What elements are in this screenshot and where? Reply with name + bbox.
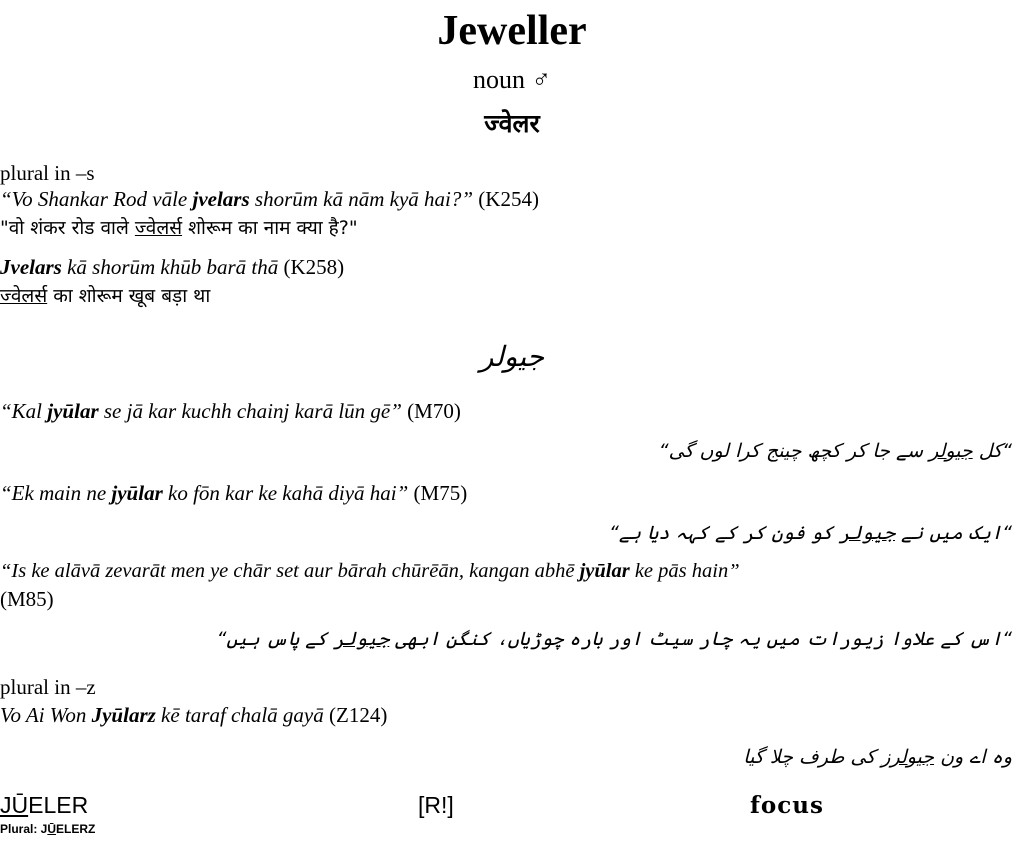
example-2-ref: (K258) [278, 255, 345, 279]
ex5-urdu-pre: “اس کے علاوا زیورات میں یہ چار سیٹ اور بارہ چوڑیاں، کنگن ابھی [389, 628, 1012, 650]
ex6-urdu-u: جیولرز [881, 746, 935, 768]
example-4-bold: jyūlar [111, 481, 163, 505]
ex1-deva-pre: "वो शंकर रोड वाले [0, 217, 135, 239]
example-1 [0, 188, 539, 211]
example-5 [0, 560, 740, 583]
ex4-urdu-post: کو فون کر کے کہہ دیا ہے“ [609, 522, 840, 544]
example-2 [0, 256, 344, 279]
example-3-urdu [659, 440, 1012, 462]
example-1-bold: jvelars [192, 187, 250, 211]
example-5-post: ke pās hain” [629, 560, 740, 582]
example-3 [0, 400, 461, 423]
example-6-bold: Jyūlarz [91, 703, 156, 727]
example-4 [0, 482, 467, 505]
plural-pron-pre: Plural: J [0, 822, 48, 836]
example-5-bold: jyūlar [579, 560, 630, 582]
example-6-urdu [743, 746, 1012, 768]
pronunciation [0, 792, 88, 819]
example-5-pre: “Is ke alāvā zevarāt men ye chār set aur bārah chūrēān, kangan abhē [0, 560, 580, 582]
focus-label: focus [750, 792, 824, 819]
headword: Jeweller [437, 8, 587, 54]
example-6-pre: Vo Ai Won [0, 703, 92, 727]
example-4-ref: (M75) [408, 481, 468, 505]
pronunciation-stress: JŪ [0, 792, 29, 818]
devanagari-headword: ज्वेलर [484, 109, 540, 138]
example-4-pre: “Ek main ne [0, 481, 112, 505]
plural-pron-u: Ū [47, 822, 57, 836]
ex2-deva-post: का शोरूम खूब बड़ा था [47, 285, 211, 307]
example-2-bold: Jvelars [0, 255, 62, 279]
example-3-bold: jyūlar [47, 399, 99, 423]
pronunciation-rest: ELER [28, 792, 89, 818]
example-5-ref: (M85) [0, 587, 54, 611]
part-of-speech: noun ♂ [473, 65, 551, 94]
plural-pron-rest: ELERZ [56, 822, 96, 836]
ex6-urdu-post: کی طرف چلا گیا [743, 746, 882, 768]
example-1-ref: (K254) [473, 187, 539, 211]
example-3-ref: (M70) [401, 399, 461, 423]
example-1-devanagari [0, 218, 358, 239]
example-6-post: kē taraf chalā gayā [155, 703, 324, 727]
ex3-urdu-pre: “کل [972, 440, 1012, 462]
plural-pronunciation [0, 822, 95, 836]
example-6 [0, 704, 387, 727]
example-2-post: kā shorūm khūb barā thā [61, 255, 279, 279]
ex1-deva-u: ज्वेलर्स [134, 217, 183, 239]
register-tag: [R!] [418, 792, 454, 818]
plural-z-label: plural in –z [0, 675, 96, 699]
example-5-urdu [217, 628, 1012, 650]
example-4-urdu [609, 522, 1012, 544]
ex5-urdu-u: جیولر [333, 628, 390, 650]
ex3-urdu-u: جیولر [929, 440, 973, 462]
example-3-post: se jā kar kuchh chainj karā lūn gē” [98, 399, 402, 423]
plural-s-label: plural in –s [0, 161, 95, 185]
ex3-urdu-post: سے جا کر کچھ چینج کرا لوں گی“ [658, 440, 930, 462]
ex4-urdu-u: جیولر [839, 522, 895, 544]
example-2-devanagari [0, 286, 210, 307]
example-4-post: ko fōn kar ke kahā diyā hai” [162, 481, 409, 505]
ex6-urdu-pre: وہ اے ون [934, 746, 1012, 768]
urdu-headword: جیولر [479, 340, 545, 373]
example-1-pre: “Vo Shankar Rod vāle [0, 187, 193, 211]
ex2-deva-u: ज्वेलर्स [0, 285, 48, 307]
ex5-urdu-post: کے پاس ہیں“ [216, 628, 334, 650]
ex4-urdu-pre: “ایک میں نے [894, 522, 1012, 544]
ex1-deva-post: शोरूम का नाम क्या है?" [182, 217, 358, 239]
example-6-ref: (Z124) [323, 703, 388, 727]
example-3-pre: “Kal [0, 399, 48, 423]
example-1-post: shorūm kā nām kyā hai?” [249, 187, 474, 211]
